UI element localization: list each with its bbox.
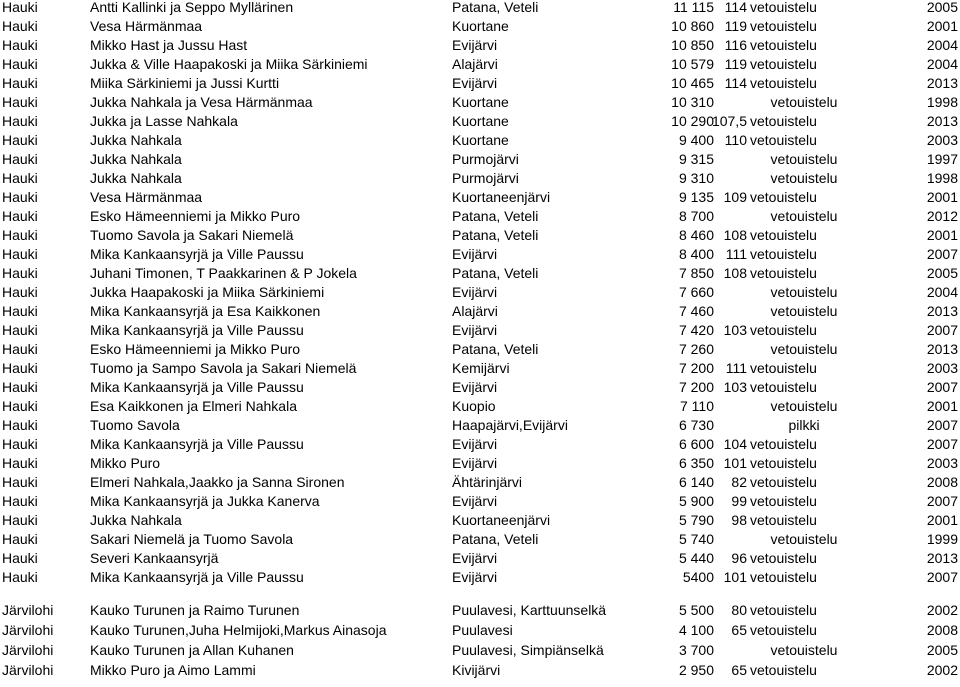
length-cell: 101 xyxy=(723,569,747,585)
weight-cell: 10 850 xyxy=(671,37,714,53)
method-cell: vetouistelu xyxy=(750,512,817,528)
weight-cell: 10 465 xyxy=(671,75,714,91)
weight-cell: 6 730 xyxy=(678,417,714,433)
angler-name-cell: Esa Kaikkonen ja Elmeri Nahkala xyxy=(90,398,297,414)
year-cell: 2005 xyxy=(926,642,958,658)
table-row xyxy=(0,169,960,188)
location-cell: Evijärvi xyxy=(452,436,498,452)
angler-name-cell: Mikko Puro xyxy=(90,455,161,471)
method-cell: vetouistelu xyxy=(770,341,838,357)
table-row xyxy=(0,473,960,492)
table-row xyxy=(0,378,960,397)
method-cell: vetouistelu xyxy=(750,455,817,471)
year-cell: 2007 xyxy=(926,493,958,509)
year-cell: 2007 xyxy=(926,569,958,585)
year-cell: 2012 xyxy=(926,208,958,224)
method-cell: vetouistelu xyxy=(750,322,817,338)
method-cell: vetouistelu xyxy=(770,94,838,110)
weight-cell: 9 315 xyxy=(678,151,714,167)
year-cell: 1999 xyxy=(926,531,958,547)
angler-name-cell: Jukka ja Lasse Nahkala xyxy=(90,113,238,129)
year-cell: 2004 xyxy=(926,37,958,53)
species-cell: Hauki xyxy=(2,37,38,53)
species-cell: Hauki xyxy=(2,265,38,281)
table-row xyxy=(0,207,960,226)
weight-cell: 2 950 xyxy=(678,662,714,678)
angler-name-cell: Esko Hämeenniemi ja Mikko Puro xyxy=(90,208,301,224)
year-cell: 2013 xyxy=(926,550,958,566)
weight-cell: 6 600 xyxy=(678,436,714,452)
year-cell: 2005 xyxy=(926,0,958,15)
table-row xyxy=(0,112,960,131)
method-cell: vetouistelu xyxy=(750,0,817,15)
year-cell: 2007 xyxy=(926,322,958,338)
angler-name-cell: Tuomo Savola ja Sakari Niemelä xyxy=(90,227,294,243)
weight-cell: 9 310 xyxy=(678,170,714,186)
length-cell: 96 xyxy=(731,550,747,566)
table-row xyxy=(0,74,960,93)
weight-cell: 7 200 xyxy=(678,379,714,395)
length-cell: 109 xyxy=(723,189,747,205)
year-cell: 2003 xyxy=(926,360,958,376)
method-cell: vetouistelu xyxy=(750,474,817,490)
length-cell: 119 xyxy=(724,18,747,34)
year-cell: 1997 xyxy=(926,151,958,167)
species-cell: Hauki xyxy=(2,436,38,452)
length-cell: 103 xyxy=(723,379,747,395)
angler-name-cell: Vesa Härmänmaa xyxy=(90,189,203,205)
table-row xyxy=(0,226,960,245)
method-cell: vetouistelu xyxy=(770,398,838,414)
method-cell: vetouistelu xyxy=(750,75,817,91)
weight-cell: 5 440 xyxy=(678,550,714,566)
length-cell: 108 xyxy=(723,227,747,243)
method-cell: vetouistelu xyxy=(750,493,817,509)
angler-name-cell: Jukka & Ville Haapakoski ja Miika Särkiniemi xyxy=(90,56,368,72)
method-cell: vetouistelu xyxy=(750,550,817,566)
location-cell: Patana, Veteli xyxy=(452,531,539,547)
table-row xyxy=(0,530,960,549)
weight-cell: 8 700 xyxy=(678,208,714,224)
table-row xyxy=(0,245,960,264)
species-cell: Hauki xyxy=(2,493,38,509)
angler-name-cell: Jukka Nahkala xyxy=(90,512,182,528)
angler-name-cell: Mikko Hast ja Jussu Hast xyxy=(90,37,248,53)
angler-name-cell: Mika Kankaansyrjä ja Jukka Kanerva xyxy=(90,493,320,509)
location-cell: Alajärvi xyxy=(452,56,498,72)
species-cell: Hauki xyxy=(2,94,38,110)
weight-cell: 9 135 xyxy=(678,189,714,205)
method-cell: vetouistelu xyxy=(750,189,817,205)
location-cell: Evijärvi xyxy=(452,322,498,338)
species-cell: Hauki xyxy=(2,208,38,224)
table-row xyxy=(0,131,960,150)
year-cell: 2013 xyxy=(926,75,958,91)
angler-name-cell: Antti Kallinki ja Seppo Myllärinen xyxy=(90,0,294,15)
year-cell: 2004 xyxy=(926,56,958,72)
location-cell: Patana, Veteli xyxy=(452,341,539,357)
length-cell: 65 xyxy=(731,622,747,638)
year-cell: 2001 xyxy=(926,189,958,205)
weight-cell: 10 290 xyxy=(671,113,714,129)
table-row xyxy=(0,416,960,435)
species-cell: Järvilohi xyxy=(2,642,54,658)
angler-name-cell: Mikko Puro ja Aimo Lammi xyxy=(90,662,256,678)
location-cell: Patana, Veteli xyxy=(452,208,539,224)
method-cell: vetouistelu xyxy=(750,360,817,376)
species-cell: Hauki xyxy=(2,227,38,243)
angler-name-cell: Mika Kankaansyrjä ja Ville Paussu xyxy=(90,246,304,262)
year-cell: 2005 xyxy=(926,265,958,281)
location-cell: Patana, Veteli xyxy=(452,265,539,281)
species-cell: Hauki xyxy=(2,189,38,205)
method-cell: vetouistelu xyxy=(750,132,817,148)
location-cell: Patana, Veteli xyxy=(452,0,539,15)
length-cell: 119 xyxy=(724,56,747,72)
method-cell: vetouistelu xyxy=(750,622,817,638)
weight-cell: 4 100 xyxy=(678,622,714,638)
method-cell: vetouistelu xyxy=(770,303,838,319)
weight-cell: 9 400 xyxy=(678,132,714,148)
angler-name-cell: Severi Kankaansyrjä xyxy=(90,550,219,566)
location-cell: Evijärvi xyxy=(452,75,498,91)
table-row xyxy=(0,283,960,302)
length-cell: 114 xyxy=(724,0,747,15)
weight-cell: 8 460 xyxy=(678,227,714,243)
angler-name-cell: Mika Kankaansyrjä ja Esa Kaikkonen xyxy=(90,303,321,319)
weight-cell: 7 110 xyxy=(680,398,714,414)
species-cell: Hauki xyxy=(2,322,38,338)
year-cell: 2007 xyxy=(926,417,958,433)
species-cell: Hauki xyxy=(2,569,38,585)
table-row xyxy=(0,621,960,640)
weight-cell: 10 310 xyxy=(671,94,714,110)
method-cell: vetouistelu xyxy=(770,642,838,658)
year-cell: 2001 xyxy=(926,18,958,34)
species-cell: Hauki xyxy=(2,75,38,91)
year-cell: 2002 xyxy=(926,662,958,678)
table-row xyxy=(0,150,960,169)
location-cell: Kuortaneenjärvi xyxy=(452,512,551,528)
table-row xyxy=(0,264,960,283)
table-row xyxy=(0,340,960,359)
location-cell: Evijärvi xyxy=(452,455,498,471)
location-cell: Kuortaneenjärvi xyxy=(452,189,551,205)
table-row xyxy=(0,435,960,454)
species-cell: Hauki xyxy=(2,18,38,34)
table-row xyxy=(0,641,960,660)
length-cell: 114 xyxy=(724,75,747,91)
location-cell: Kuortane xyxy=(452,113,509,129)
table-row xyxy=(0,568,960,587)
location-cell: Ähtärinjärvi xyxy=(452,474,523,490)
species-cell: Järvilohi xyxy=(2,662,54,678)
method-cell: vetouistelu xyxy=(750,265,817,281)
location-cell: Patana, Veteli xyxy=(452,227,539,243)
angler-name-cell: Sakari Niemelä ja Tuomo Savola xyxy=(90,531,294,547)
year-cell: 2007 xyxy=(926,436,958,452)
year-cell: 2008 xyxy=(926,622,958,638)
angler-name-cell: Jukka Nahkala xyxy=(90,170,182,186)
species-cell: Hauki xyxy=(2,56,38,72)
angler-name-cell: Kauko Turunen,Juha Helmijoki,Markus Ainasoja xyxy=(90,622,387,638)
table-row xyxy=(0,661,960,680)
method-cell: pilkki xyxy=(788,417,820,433)
angler-name-cell: Mika Kankaansyrjä ja Ville Paussu xyxy=(90,436,304,452)
species-cell: Hauki xyxy=(2,474,38,490)
method-cell: vetouistelu xyxy=(750,436,817,452)
species-cell: Hauki xyxy=(2,151,38,167)
table-row xyxy=(0,36,960,55)
weight-cell: 5 790 xyxy=(678,512,714,528)
location-cell: Kemijärvi xyxy=(452,360,510,376)
length-cell: 65 xyxy=(731,662,747,678)
year-cell: 2007 xyxy=(926,246,958,262)
method-cell: vetouistelu xyxy=(770,151,838,167)
weight-cell: 5400 xyxy=(682,569,714,585)
year-cell: 2013 xyxy=(926,341,958,357)
weight-cell: 7 260 xyxy=(678,341,714,357)
angler-name-cell: Mika Kankaansyrjä ja Ville Paussu xyxy=(90,379,304,395)
weight-cell: 6 350 xyxy=(678,455,714,471)
weight-cell: 7 420 xyxy=(678,322,714,338)
weight-cell: 11 115 xyxy=(673,0,714,15)
method-cell: vetouistelu xyxy=(750,246,817,262)
species-cell: Hauki xyxy=(2,512,38,528)
table-row xyxy=(0,0,960,17)
species-cell: Järvilohi xyxy=(2,622,54,638)
table-row xyxy=(0,492,960,511)
year-cell: 2003 xyxy=(926,132,958,148)
year-cell: 2001 xyxy=(926,227,958,243)
angler-name-cell: Mika Kankaansyrjä ja Ville Paussu xyxy=(90,322,304,338)
species-cell: Hauki xyxy=(2,170,38,186)
location-cell: Purmojärvi xyxy=(452,151,519,167)
angler-name-cell: Kauko Turunen ja Allan Kuhanen xyxy=(90,642,294,658)
angler-name-cell: Tuomo Savola xyxy=(90,417,180,433)
table-row xyxy=(0,302,960,321)
location-cell: Evijärvi xyxy=(452,37,498,53)
weight-cell: 6 140 xyxy=(678,474,714,490)
species-cell: Hauki xyxy=(2,550,38,566)
species-cell: Hauki xyxy=(2,417,38,433)
table-row xyxy=(0,454,960,473)
method-cell: vetouistelu xyxy=(770,208,838,224)
year-cell: 2001 xyxy=(926,398,958,414)
method-cell: vetouistelu xyxy=(750,37,817,53)
location-cell: Kuortane xyxy=(452,132,509,148)
method-cell: vetouistelu xyxy=(750,379,817,395)
year-cell: 2013 xyxy=(926,113,958,129)
weight-cell: 7 850 xyxy=(678,265,714,281)
year-cell: 1998 xyxy=(926,94,958,110)
table-row xyxy=(0,188,960,207)
weight-cell: 10 860 xyxy=(671,18,714,34)
location-cell: Alajärvi xyxy=(452,303,498,319)
table-row xyxy=(0,359,960,378)
angler-name-cell: Tuomo ja Sampo Savola ja Sakari Niemelä xyxy=(90,360,357,376)
weight-cell: 7 460 xyxy=(678,303,714,319)
angler-name-cell: Jukka Nahkala xyxy=(90,151,182,167)
length-cell: 108 xyxy=(723,265,747,281)
weight-cell: 10 579 xyxy=(671,56,714,72)
year-cell: 2001 xyxy=(926,512,958,528)
table-row xyxy=(0,511,960,530)
length-cell: 101 xyxy=(723,455,747,471)
location-cell: Puulavesi, Simpiänselkä xyxy=(452,642,604,658)
method-cell: vetouistelu xyxy=(750,602,817,618)
species-cell: Hauki xyxy=(2,0,38,15)
species-cell: Hauki xyxy=(2,455,38,471)
location-cell: Purmojärvi xyxy=(452,170,519,186)
location-cell: Evijärvi xyxy=(452,379,498,395)
length-cell: 111 xyxy=(725,360,747,376)
species-cell: Hauki xyxy=(2,531,38,547)
table-row xyxy=(0,397,960,416)
location-cell: Puulavesi, Karttuunselkä xyxy=(452,602,607,618)
year-cell: 2013 xyxy=(926,303,958,319)
method-cell: vetouistelu xyxy=(750,56,817,72)
location-cell: Evijärvi xyxy=(452,284,498,300)
method-cell: vetouistelu xyxy=(750,18,817,34)
method-cell: vetouistelu xyxy=(750,227,817,243)
species-cell: Järvilohi xyxy=(2,602,54,618)
angler-name-cell: Juhani Timonen, T Paakkarinen & P Jokela xyxy=(90,265,357,281)
weight-cell: 5 740 xyxy=(678,531,714,547)
length-cell: 80 xyxy=(731,602,747,618)
length-cell: 116 xyxy=(724,37,747,53)
species-cell: Hauki xyxy=(2,132,38,148)
table-row xyxy=(0,549,960,568)
location-cell: Kivijärvi xyxy=(452,662,501,678)
angler-name-cell: Jukka Nahkala ja Vesa Härmänmaa xyxy=(90,94,313,110)
angler-name-cell: Esko Hämeenniemi ja Mikko Puro xyxy=(90,341,301,357)
length-cell: 99 xyxy=(731,493,747,509)
species-cell: Hauki xyxy=(2,246,38,262)
angler-name-cell: Mika Kankaansyrjä ja Ville Paussu xyxy=(90,569,304,585)
species-cell: Hauki xyxy=(2,379,38,395)
length-cell: 111 xyxy=(725,246,747,262)
year-cell: 2008 xyxy=(926,474,958,490)
angler-name-cell: Vesa Härmänmaa xyxy=(90,18,203,34)
angler-name-cell: Miika Särkiniemi ja Jussi Kurtti xyxy=(90,75,280,91)
angler-name-cell: Kauko Turunen ja Raimo Turunen xyxy=(90,602,300,618)
year-cell: 2002 xyxy=(926,602,958,618)
length-cell: 82 xyxy=(731,474,747,490)
location-cell: Haapajärvi,Evijärvi xyxy=(452,417,568,433)
location-cell: Puulavesi xyxy=(452,622,513,638)
table-row xyxy=(0,601,960,620)
length-cell: 104 xyxy=(723,436,747,452)
weight-cell: 7 660 xyxy=(678,284,714,300)
weight-cell: 8 400 xyxy=(678,246,714,262)
location-cell: Kuortane xyxy=(452,18,509,34)
length-cell: 98 xyxy=(731,512,747,528)
year-cell: 2004 xyxy=(926,284,958,300)
year-cell: 1998 xyxy=(926,170,958,186)
location-cell: Kuortane xyxy=(452,94,509,110)
table-row xyxy=(0,93,960,112)
method-cell: vetouistelu xyxy=(750,569,817,585)
location-cell: Evijärvi xyxy=(452,246,498,262)
weight-cell: 3 700 xyxy=(678,642,714,658)
table-row xyxy=(0,321,960,340)
species-cell: Hauki xyxy=(2,341,38,357)
location-cell: Kuopio xyxy=(452,398,496,414)
species-cell: Hauki xyxy=(2,360,38,376)
method-cell: vetouistelu xyxy=(750,113,817,129)
location-cell: Evijärvi xyxy=(452,569,498,585)
method-cell: vetouistelu xyxy=(770,284,838,300)
year-cell: 2007 xyxy=(926,379,958,395)
angler-name-cell: Elmeri Nahkala,Jaakko ja Sanna Sironen xyxy=(90,474,345,490)
length-cell: 103 xyxy=(723,322,747,338)
method-cell: vetouistelu xyxy=(770,531,838,547)
weight-cell: 5 900 xyxy=(678,493,714,509)
weight-cell: 5 500 xyxy=(678,602,714,618)
year-cell: 2003 xyxy=(926,455,958,471)
location-cell: Evijärvi xyxy=(452,493,498,509)
length-cell: 110 xyxy=(724,132,747,148)
species-cell: Hauki xyxy=(2,303,38,319)
length-cell: 107,5 xyxy=(711,113,747,129)
species-cell: Hauki xyxy=(2,113,38,129)
method-cell: vetouistelu xyxy=(750,662,817,678)
table-row xyxy=(0,17,960,36)
species-cell: Hauki xyxy=(2,284,38,300)
species-cell: Hauki xyxy=(2,398,38,414)
angler-name-cell: Jukka Haapakoski ja Miika Särkiniemi xyxy=(90,284,325,300)
weight-cell: 7 200 xyxy=(678,360,714,376)
angler-name-cell: Jukka Nahkala xyxy=(90,132,182,148)
method-cell: vetouistelu xyxy=(770,170,838,186)
location-cell: Evijärvi xyxy=(452,550,498,566)
table-row xyxy=(0,55,960,74)
